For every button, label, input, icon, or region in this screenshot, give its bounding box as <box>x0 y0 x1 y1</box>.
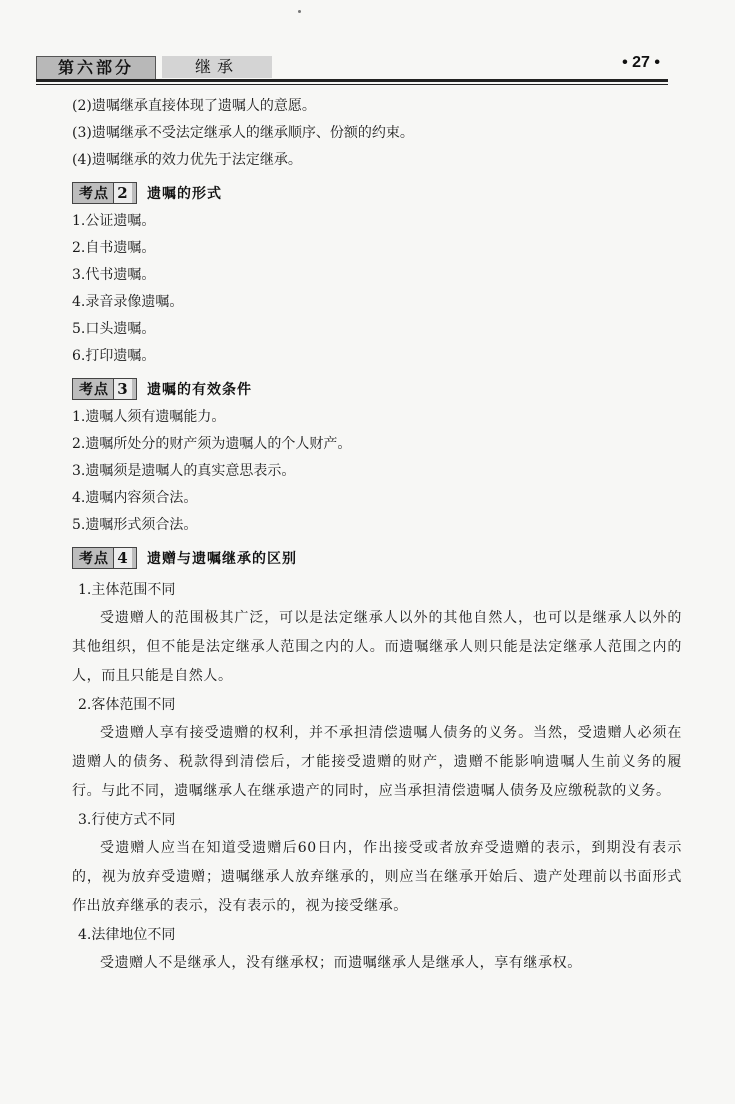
header-rule <box>36 79 668 82</box>
key-point-badge <box>72 182 137 204</box>
list-item: 4.录音录像遗嘱。 <box>72 294 184 310</box>
list-item: 3.遗嘱须是遗嘱人的真实意思表示。 <box>72 463 296 479</box>
list-item: 2.自书遗嘱。 <box>72 240 156 256</box>
paragraph: 受遗赠人享有接受遗赠的权利，并不承担清偿遗嘱人债务的义务。当然，受遗赠人必须在遗赠人的债务、税款得到清偿后，才能接受遗赠的财产，遗赠不能影响遗嘱人生前义务的履行。与此不同，遗嘱继承人在继承遗产的同时，应当承担清偿遗嘱人债务及应缴税款的义务。 <box>72 725 682 799</box>
paragraph: 受遗赠人应当在知道受遗赠后60日内，作出接受或者放弃受遗赠的表示，到期没有表示的，视为放弃受遗赠；遗嘱继承人放弃继承的，则应当在继承开始后、遗产处理前以书面形式作出放弃继承的表示，没有表示的，视为接受继承。 <box>72 840 682 914</box>
key-point-title: 遗嘱的有效条件 <box>147 382 252 398</box>
key-point-title: 遗赠与遗嘱继承的区别 <box>147 551 297 567</box>
subsection-heading: 1.主体范围不同 <box>78 582 176 598</box>
key-point-badge-label: 考点 <box>79 186 109 202</box>
scan-speck <box>298 10 301 13</box>
subsection-heading: 2.客体范围不同 <box>78 697 176 713</box>
key-point-badge-label: 考点 <box>79 551 109 567</box>
page-content <box>72 96 682 978</box>
list-item: 6.打印遗嘱。 <box>72 348 156 364</box>
list-item: 4.遗嘱内容须合法。 <box>72 490 198 506</box>
list-item: 3.代书遗嘱。 <box>72 267 156 283</box>
key-point-heading-3 <box>72 375 682 403</box>
list-item: (4)遗嘱继承的效力优先于法定继承。 <box>72 152 302 168</box>
key-point-number: 2 <box>113 183 132 203</box>
key-point-badge <box>72 378 137 400</box>
key-point-title: 遗嘱的形式 <box>147 186 222 202</box>
key-point-badge-label: 考点 <box>79 382 109 398</box>
header-rule-thin <box>36 84 668 85</box>
key-point-heading-2 <box>72 179 682 207</box>
paragraph: 受遗赠人不是继承人，没有继承权；而遗嘱继承人是继承人，享有继承权。 <box>100 955 582 971</box>
key-point-badge <box>72 547 137 569</box>
list-item: (2)遗嘱继承直接体现了遗嘱人的意愿。 <box>72 98 316 114</box>
list-item: 2.遗嘱所处分的财产须为遗嘱人的个人财产。 <box>72 436 352 452</box>
list-item: 1.公证遗嘱。 <box>72 213 156 229</box>
list-item: (3)遗嘱继承不受法定继承人的继承顺序、份额的约束。 <box>72 125 414 141</box>
subsection-heading: 4.法律地位不同 <box>78 927 176 943</box>
list-item: 5.遗嘱形式须合法。 <box>72 517 198 533</box>
key-point-number: 4 <box>113 548 132 568</box>
section-title: 继承 <box>162 56 272 78</box>
list-item: 5.口头遗嘱。 <box>72 321 156 337</box>
subsection-heading: 3.行使方式不同 <box>78 812 176 828</box>
section-tag: 第六部分 <box>36 56 156 80</box>
paragraph: 受遗赠人的范围极其广泛，可以是法定继承人以外的其他自然人，也可以是继承人以外的其他组织，但不能是法定继承人范围之内的人。而遗嘱继承人则只能是法定继承人范围之内的人，而且只能是自然人。 <box>72 610 682 684</box>
list-item: 1.遗嘱人须有遗嘱能力。 <box>72 409 226 425</box>
running-header <box>36 48 668 82</box>
key-point-number: 3 <box>113 379 132 399</box>
key-point-heading-4 <box>72 544 682 572</box>
page-number: • 27 • <box>622 54 660 71</box>
